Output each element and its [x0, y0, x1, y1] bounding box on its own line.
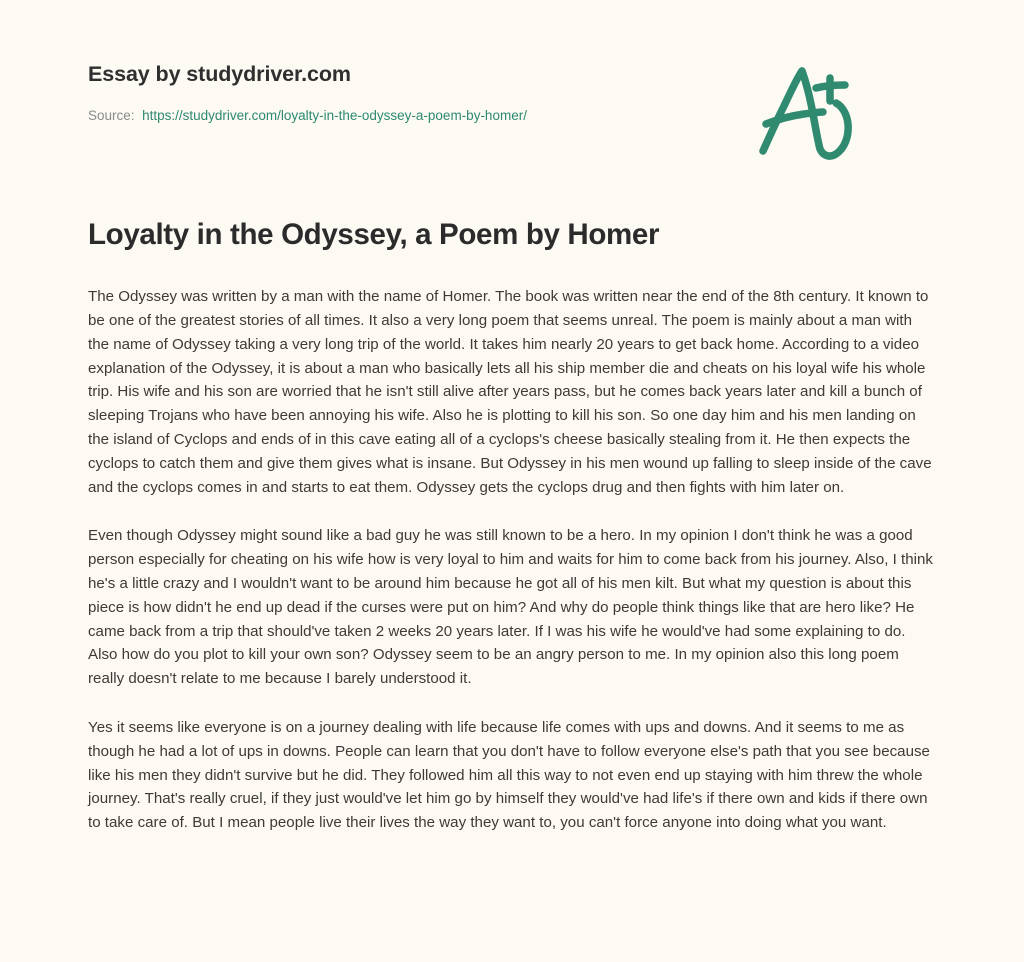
byline: Essay by studydriver.com: [88, 62, 351, 86]
body-paragraph: Even though Odyssey might sound like a bad guy he was still known to be a hero. In my opinion I don't think he was a good person especially for cheating on his wife how is very loyal to him and waits for him to come back from his journey. Also, I think he's a little crazy and I wouldn't want to be around him because he got all of his men kilt. But what my question is about this piece is how didn't he end up dead if the curses were put on him? And why do people think things like that are hero like? He came back from a trip that should've taken 2 weeks 20 years later. If I was his wife he would've had some explaining to do. Also how do you plot to kill your own son? Odyssey seem to be an angry person to me. In my opinion also this long poem really doesn't relate to me because I barely understood it.: [88, 527, 933, 688]
document-header: [88, 0, 936, 124]
source-line: [88, 107, 936, 125]
page-title: Loyalty in the Odyssey, a Poem by Homer: [88, 218, 660, 252]
source-label: Source:: [88, 107, 135, 123]
source-url-link[interactable]: https://studydriver.com/loyalty-in-the-odyssey-a-poem-by-homer/: [142, 107, 527, 123]
body-paragraph: Yes it seems like everyone is on a journey dealing with life because life comes with ups and downs. And it seems to me as though he had a lot of ups in downs. People can learn that you don't have to follow everyone else's path that you see because like his men they didn't survive but he did. They followed him all this way to not even end up staying with him threw the whole journey. That's really cruel, if they just would've let him go by himself they would've had life's if there own and kids if there own to take care of. But I mean people live their lives the way they want to, you can't force anyone into doing what you want.: [88, 718, 930, 832]
body-paragraph: The Odyssey was written by a man with the name of Homer. The book was written near the end of the 8th century. It known to be one of the greatest stories of all times. It also a very long poem that seems unreal. The poem is mainly about a man with the name of Odyssey taking a very long trip of the world. It takes him nearly 20 years to get back home. According to a video explanation of the Odyssey, it is about a man who basically lets all his ship member die and cheats on his loyal wife his whole trip. His wife and his son are worried that he isn't still alive after years pass, but he comes back years later and kill a bunch of sleeping Trojans who have been annoying his wife. Also he is plotting to kill his son. So one day him and his men landing on the island of Cyclops and ends of in this cave eating all of a cyclops's cheese basically stealing from it. He then expects the cyclops to catch them and give them gives what is insane. But Odyssey in his men wound up falling to sleep inside of the cave and the cyclops comes in and starts to eat them. Odyssey gets the cyclops drug and then fights with him later on.: [88, 288, 932, 496]
essay-body: [88, 254, 936, 835]
